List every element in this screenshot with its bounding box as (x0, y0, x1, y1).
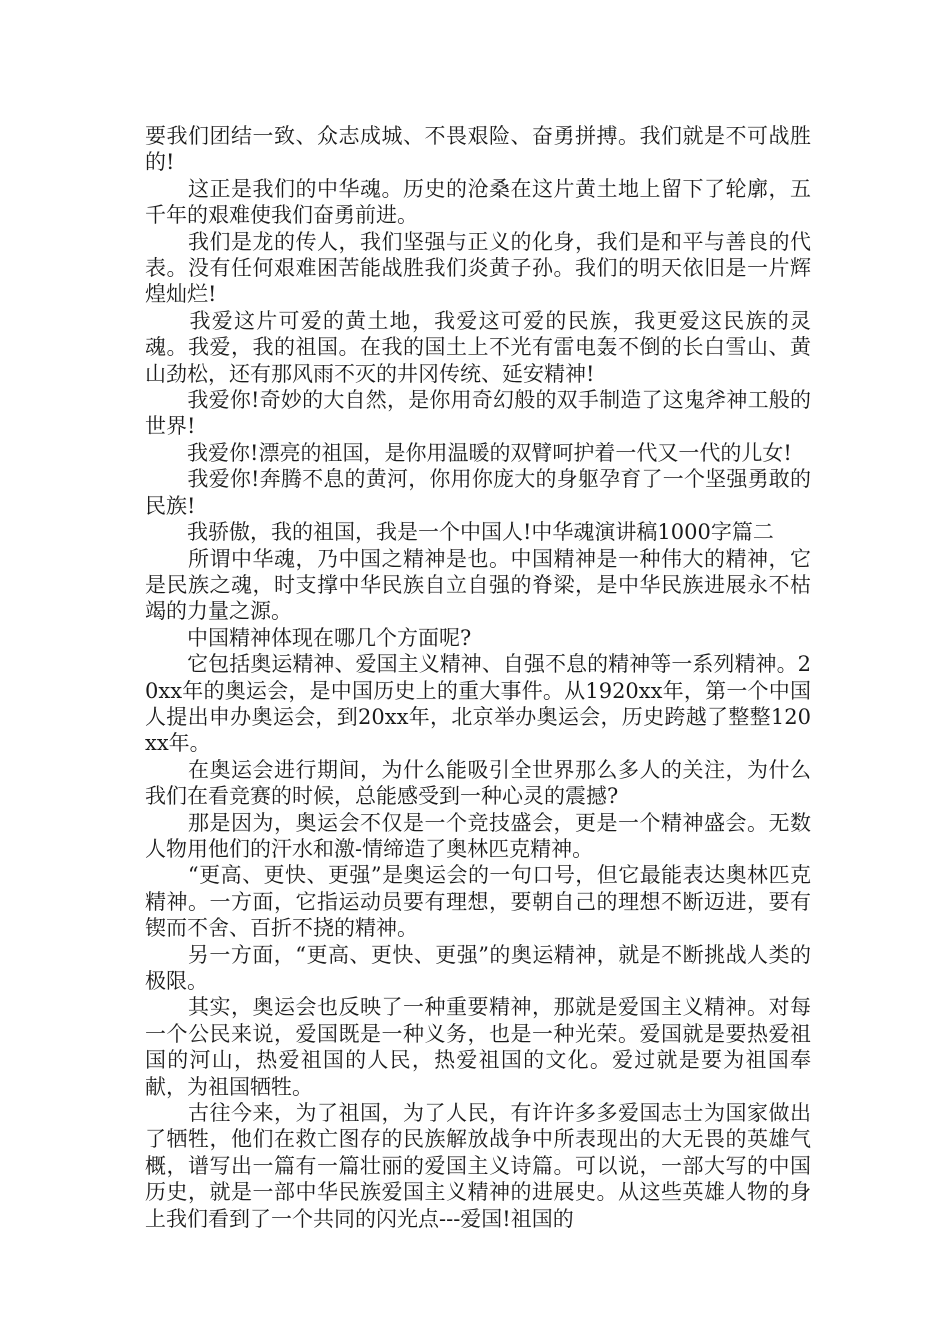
paragraph: 我爱你!奇妙的大自然，是你用奇幻般的双手制造了这鬼斧神工般的世界! (145, 388, 811, 439)
document-body (145, 123, 811, 1232)
paragraph: 我爱你!奔腾不息的黄河，你用你庞大的身躯孕育了一个坚强勇敢的民族! (145, 467, 811, 518)
paragraph: 我骄傲，我的祖国，我是一个中国人!中华魂演讲稿1000字篇二 (145, 520, 774, 545)
paragraph: 那是因为，奥运会不仅是一个竞技盛会，更是一个精神盛会。无数人物用他们的汗水和激-情缔造了奥林匹克精神。 (145, 810, 811, 861)
paragraph: 在奥运会进行期间，为什么能吸引全世界那么多人的关注，为什么我们在看竞赛的时候，总能感受到一种心灵的震撼? (145, 757, 811, 809)
paragraph: 我们是龙的传人，我们坚强与正义的化身，我们是和平与善良的代表。没有任何艰难困苦能战胜我们炎黄子孙。我们的明天依旧是一片辉煌灿烂! (145, 229, 811, 307)
paragraph: 我爱你!漂亮的祖国，是你用温暖的双臂呵护着一代又一代的儿女! (145, 440, 792, 465)
paragraph: 中国精神体现在哪几个方面呢? (145, 625, 472, 650)
paragraph: 它包括奥运精神、爱国主义精神、自强不息的精神等一系列精神。20xx年的奥运会，是中国历史上的重大事件。从1920xx年，第一个中国人提出申办奥运会，到20xx年，北京举办奥运会，历史跨越了整整120xx年。 (145, 652, 811, 756)
paragraph: 所谓中华魂，乃中国之精神是也。中国精神是一种伟大的精神，它是民族之魂，时支撑中华民族自立自强的脊梁，是中华民族进展永不枯竭的力量之源。 (145, 546, 811, 624)
paragraph: 这正是我们的中华魂。历史的沧桑在这片黄土地上留下了轮廓，五千年的艰难使我们奋勇前进。 (145, 176, 811, 228)
paragraph: 古往今来，为了祖国，为了人民，有许许多多爱国志士为国家做出了牺牲，他们在救亡图存的民族解放战争中所表现出的大无畏的英雄气概，谱写出一篇有一篇壮丽的爱国主义诗篇。可以说，一部大写的中国历史，就是一部中华民族爱国主义精神的进展史。从这些英雄人物的身上我们看到了一个共同的闪光点---爱国!祖国的 (145, 1101, 811, 1231)
paragraph: 另一方面，“更高、更快、更强”的奥运精神，就是不断挑战人类的极限。 (145, 942, 811, 993)
paragraph: 要我们团结一致、众志成城、不畏艰险、奋勇拼搏。我们就是不可战胜的! (145, 124, 811, 175)
paragraph: 我爱这片可爱的黄土地，我爱这可爱的民族，我更爱这民族的灵魂。我爱，我的祖国。在我的国土上不光有雷电轰不倒的长白雪山、黄山劲松，还有那风雨不灭的井冈传统、延安精神! (145, 308, 811, 386)
paragraph: “更高、更快、更强”是奥运会的一句口号，但它最能表达奥林匹克精神。一方面，它指运动员要有理想，要朝自己的理想不断迈进，要有锲而不舍、百折不挠的精神。 (145, 863, 811, 941)
paragraph: 其实，奥运会也反映了一种重要精神，那就是爱国主义精神。对每一个公民来说，爱国既是一种义务，也是一种光荣。爱国就是要热爱祖国的河山，热爱祖国的人民，热爱祖国的文化。爱过就是要为祖国奉献，为祖国牺牲。 (145, 995, 811, 1099)
